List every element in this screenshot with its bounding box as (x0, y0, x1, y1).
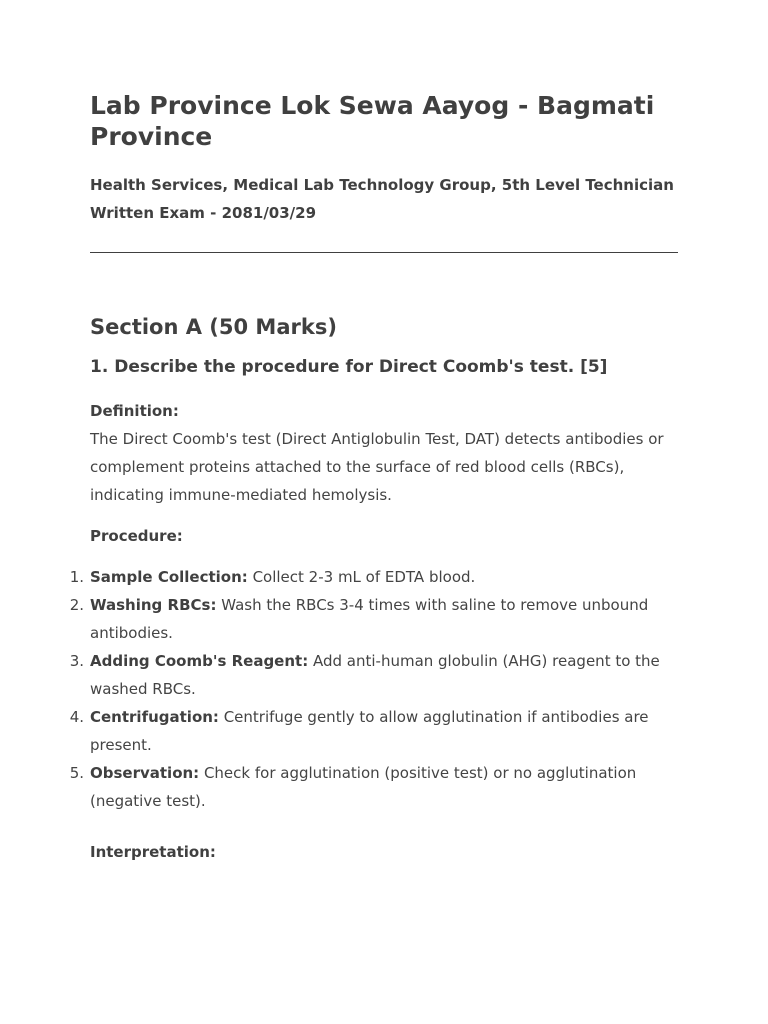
exam-date: Written Exam - 2081/03/29 (90, 204, 317, 222)
section-heading: Section A (50 Marks) (90, 315, 337, 339)
document-meta (90, 171, 680, 227)
interpretation-label: Interpretation: (90, 843, 216, 861)
procedure-steps-list (69, 563, 680, 815)
step-number: 5. (69, 764, 84, 782)
step-number: 3. (69, 652, 84, 670)
step-term: Sample Collection: (90, 568, 248, 586)
step-term: Centrifugation: (90, 708, 219, 726)
definition-label: Definition: (90, 402, 179, 420)
procedure-step (69, 591, 680, 647)
step-term: Washing RBCs: (90, 596, 217, 614)
step-text: Collect 2-3 mL of EDTA blood. (247, 568, 476, 586)
step-term: Observation: (90, 764, 200, 782)
procedure-step (69, 647, 680, 703)
procedure-step (69, 759, 680, 815)
step-number: 1. (69, 568, 84, 586)
step-text: Wash the RBCs 3-4 times with saline to remove unbound antibodies. (90, 596, 649, 642)
procedure-label: Procedure: (90, 527, 183, 545)
step-term: Adding Coomb's Reagent: (90, 652, 309, 670)
step-text: Check for agglutination (positive test) or no agglutination (negative test). (90, 764, 637, 810)
step-text: Add anti-human globulin (AHG) reagent to the washed RBCs. (90, 652, 660, 698)
document-subtitle: Health Services, Medical Lab Technology Group, 5th Level Technician (90, 176, 674, 194)
horizontal-divider (90, 252, 678, 253)
step-number: 4. (69, 708, 84, 726)
document-title: Lab Province Lok Sewa Aayog - Bagmati Province (90, 91, 655, 151)
definition-text: The Direct Coomb's test (Direct Antiglobulin Test, DAT) detects antibodies or complement proteins attached to the surface of red blood cells (RBCs), indicating immune-mediated hemolysis. (90, 430, 664, 504)
step-text: Centrifuge gently to allow agglutination if antibodies are present. (90, 708, 649, 754)
document-content (69, 90, 680, 866)
procedure-step (69, 563, 680, 591)
procedure-step (69, 703, 680, 759)
question-heading: 1. Describe the procedure for Direct Coomb's test. [5] (90, 357, 608, 377)
step-number: 2. (69, 596, 84, 614)
